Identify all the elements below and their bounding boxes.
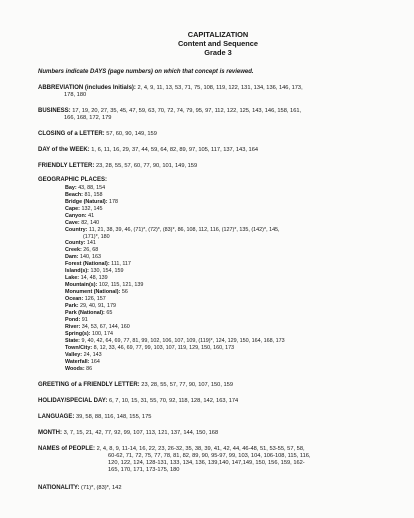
list-item: Beach: 81, 158 [65, 191, 103, 198]
entry-greeting-letter [38, 382, 394, 389]
list-item: Park: 29, 40, 91, 179 [65, 303, 116, 310]
list-item: Canyon: 41 [65, 212, 95, 219]
list-item: Bay: 43, 88, 154 [65, 184, 106, 191]
entry-label: DAY of the WEEK: [38, 147, 90, 154]
list-item: Waterfall: 164 [65, 358, 100, 365]
entry-holiday [38, 398, 394, 405]
document-subtitle: Content and Sequence [177, 39, 259, 49]
entry-label: CLOSING of a LETTER: [38, 130, 105, 137]
list-item: Town/City: 8, 12, 33, 46, 69, 77, 99, 103, 107, 119, 129, 150, 160, 173 [65, 344, 235, 351]
entry-day-of-week [38, 147, 394, 154]
geographic-places-heading: GEOGRAPHIC PLACES: [38, 177, 108, 184]
geographic-places-list [38, 185, 394, 373]
entry-label: HOLIDAY/SPECIAL DAY: [38, 397, 108, 404]
list-item: Country: 11, 21, 38, 39, 46, (71)*, (72)*, (83)*, 86, 108, 112, 116, (127)*, 135, (142)*, 145, (171)*, 180 [65, 226, 280, 240]
entry-label: BUSINESS: [38, 107, 71, 114]
entry-values-cont: 178, 180 [64, 91, 87, 98]
entry-values-cont: 60-62, 71, 72, 75, 77, 78, 81, 82, 89, 90, 95-97, 99, 103, 104, 106-108, 115, 116, [108, 453, 311, 460]
entry-values: 3, 7, 15, 21, 42, 77, 92, 99, 107, 113, 121, 137, 144, 150, 168 [63, 429, 219, 436]
list-item: County: 141 [65, 240, 96, 247]
entry-values: 2, 4, 8, 9, 11-14, 16, 22, 23, 26-32, 35, 38, 39, 41, 42, 44, 46-48, 51, 53-55, 57, 58, [96, 445, 305, 452]
entry-abbreviation [38, 85, 394, 99]
entry-label: GREETING of a FRIENDLY LETTER: [38, 381, 140, 388]
entry-nationality [38, 485, 394, 492]
list-item: River: 34, 53, 67, 144, 160 [65, 323, 130, 330]
list-item: Cape: 132, 145 [65, 205, 103, 212]
entry-label: LANGUAGE: [38, 413, 75, 420]
list-item: Bridge (Natural): 178 [65, 198, 119, 205]
entry-label: ABBREVIATION (includes Initials): [38, 84, 136, 91]
entry-values: (71)*, (83)*, 142 [81, 485, 122, 492]
entry-values: 39, 58, 88, 116, 148, 155, 175 [75, 413, 152, 420]
entry-values-cont: 166, 168, 172, 179 [64, 114, 112, 121]
document-title: CAPITALIZATION [187, 30, 249, 39]
list-item: Park (National): 65 [65, 310, 113, 317]
entry-values: 1, 6, 11, 16, 29, 37, 44, 59, 64, 82, 89, 97, 105, 117, 137, 143, 164 [91, 147, 259, 154]
entry-business [38, 108, 394, 122]
list-item: Monument (National): 56 [65, 289, 128, 296]
document-header [42, 30, 394, 58]
entry-values: 2, 4, 9, 11, 13, 53, 71, 75, 108, 119, 122, 131, 134, 136, 146, 173, [137, 84, 303, 91]
list-item: Ocean: 126, 157 [65, 296, 106, 303]
list-item: Valley: 24, 143 [65, 351, 102, 358]
list-item: Woods: 86 [65, 365, 93, 372]
entry-label: MONTH: [38, 429, 62, 436]
entry-values: 57, 60, 90, 149, 159 [106, 130, 157, 137]
list-item: Forest (National): 111, 117 [65, 261, 131, 268]
entry-values: 17, 19, 20, 27, 35, 45, 47, 59, 63, 70, 72, 74, 79, 95, 97, 112, 122, 125, 143, 146, 158, 161, [72, 107, 302, 114]
entry-values: 23, 28, 55, 57, 60, 77, 90, 101, 149, 159 [95, 163, 198, 170]
entry-label: NATIONALITY: [38, 485, 80, 492]
entry-values: 23, 28, 55, 57, 77, 90, 107, 150, 159 [141, 381, 233, 388]
entry-label: NAMES of PEOPLE: [38, 445, 96, 452]
list-item: Dam: 140, 163 [65, 254, 101, 261]
entry-closing-letter [38, 131, 394, 138]
entry-values-cont: 165, 170, 171, 173-175, 180 [108, 467, 180, 474]
entry-label: FRIENDLY LETTER: [38, 163, 95, 170]
grade-label: Grade 3 [204, 48, 232, 58]
entry-names-of-people [38, 446, 394, 474]
intro-note: Numbers indicate DAYS (page numbers) on which that concept is reviewed. [38, 68, 254, 75]
list-item: State: 9, 40, 42, 64, 69, 77, 81, 99, 102, 106, 107, 109, (119)*, 124, 129, 150, 164, 168, 173 [65, 337, 285, 344]
list-item: Island(s): 130, 154, 159 [65, 268, 124, 275]
list-item: Cave: 82, 140 [65, 219, 100, 226]
entry-friendly-letter [38, 163, 394, 170]
list-item: Creek: 26, 68 [65, 247, 99, 254]
entry-values-cont: 120, 122, 124, 128-131, 133, 134, 136, 139,140, 147,149, 150, 156, 159, 162- [108, 460, 305, 467]
list-item: Mountain(s): 102, 115, 121, 139 [65, 282, 144, 289]
entry-language [38, 414, 394, 421]
entry-month [38, 430, 394, 437]
list-item: Lake: 14, 48, 139 [65, 275, 108, 282]
list-item: Spring(s): 100, 174 [65, 330, 113, 337]
entry-values: 6, 7, 10, 15, 31, 55, 70, 92, 118, 128, 142, 163, 174 [108, 397, 239, 404]
list-item: Pond: 91 [65, 316, 88, 323]
